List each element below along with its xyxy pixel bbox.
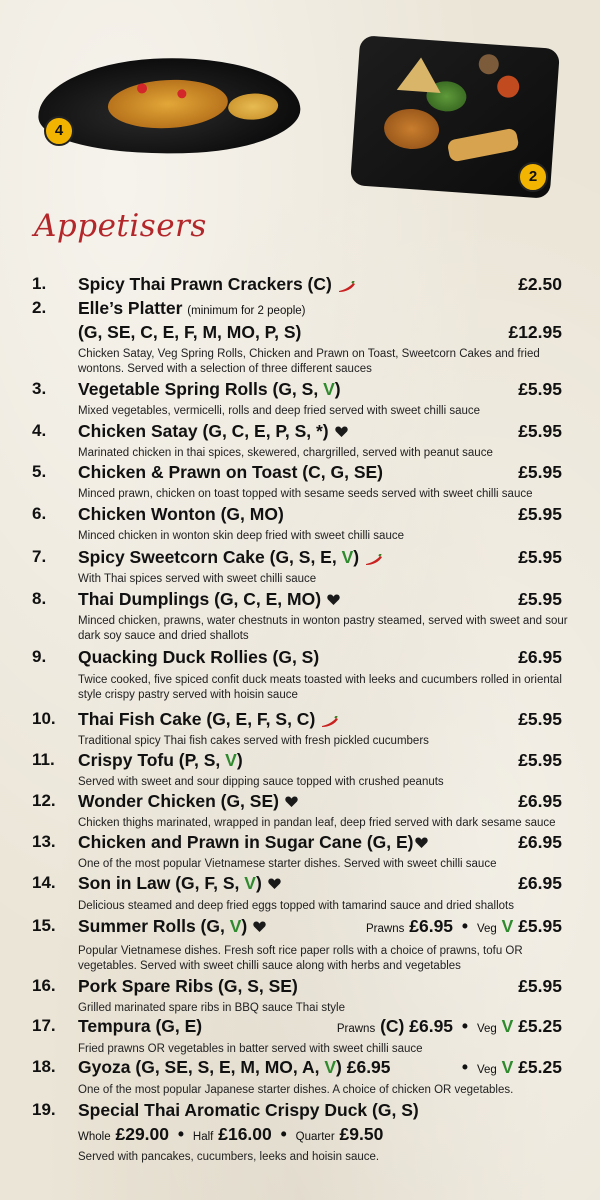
- chili-icon: [321, 716, 337, 725]
- item-description: Minced prawn, chicken on toast topped with sesame seeds served with sweet chilli sauce: [78, 488, 533, 500]
- heart-icon: [335, 422, 348, 443]
- item-name: Quacking Duck Rollies (G, S): [78, 647, 320, 667]
- item-price: £5.95: [518, 462, 562, 482]
- item-name: Thai Dumplings (G, C, E, MO): [78, 589, 340, 611]
- item-description: Mixed vegetables, vermicelli, rolls and deep fried served with sweet chilli sauce: [78, 405, 481, 417]
- item-description: One of the most popular Vietnamese starter dishes. Served with sweet chilli sauce: [78, 858, 497, 870]
- item-allergens: (G, SE, C, E, F, M, MO, P, S): [78, 322, 302, 342]
- item-name: Chicken Wonton (G, MO): [78, 504, 284, 524]
- item-description: Served with sweet and sour dipping sauce topped with crushed peanuts: [78, 776, 444, 788]
- item-name: Chicken Satay (G, C, E, P, S, *): [78, 421, 348, 443]
- item-price: £6.95: [518, 873, 562, 893]
- item-name: Pork Spare Ribs (G, S, SE): [78, 976, 298, 996]
- item-name: Spicy Sweetcorn Cake (G, S, E, V): [78, 547, 381, 568]
- item-name: Tempura (G, E): [78, 1016, 203, 1036]
- item-price: £6.95: [518, 647, 562, 667]
- item-name: Son in Law (G, F, S, V): [78, 873, 281, 895]
- vegetarian-mark: V: [244, 873, 256, 893]
- vegetarian-mark: V: [323, 379, 335, 399]
- heart-icon: [268, 874, 281, 895]
- item-description: Minced chicken, prawns, water chestnuts in wonton pastry steamed, served with sweet and sour dark soy sauce and dried shallots: [78, 615, 568, 642]
- item-number: 7.: [32, 547, 47, 566]
- item-number: 3.: [32, 379, 47, 398]
- item-number: 15.: [32, 916, 56, 935]
- item-number: 1.: [32, 274, 47, 293]
- item-number: 12.: [32, 791, 56, 810]
- item-description: Twice cooked, five spiced confit duck meats toasted with leeks and cucumbers rolled in oriental style crispy pastry served with hoisin sauce: [78, 674, 562, 701]
- item-number: 8.: [32, 589, 47, 608]
- item-number: 16.: [32, 976, 56, 995]
- photo-number-badge: 2: [518, 162, 548, 192]
- item-price: £12.95: [508, 322, 562, 342]
- item-number: 13.: [32, 832, 56, 851]
- item-description: Served with pancakes, cucumbers, leeks and hoisin sauce.: [78, 1151, 380, 1163]
- item-price: £6.95: [518, 791, 562, 811]
- item-description: One of the most popular Japanese starter dishes. A choice of chicken OR vegetables.: [78, 1084, 514, 1096]
- item-number: 10.: [32, 709, 56, 728]
- heart-icon: [253, 917, 266, 938]
- item-price: £5.95: [518, 709, 562, 729]
- item-name: Thai Fish Cake (G, E, F, S, C): [78, 709, 337, 730]
- item-name: Elle’s Platter (minimum for 2 people): [78, 298, 306, 318]
- item-name: Crispy Tofu (P, S, V): [78, 750, 243, 770]
- item-name: Spicy Thai Prawn Crackers (C): [78, 274, 354, 295]
- item-number: 4.: [32, 421, 47, 440]
- item-number: 14.: [32, 873, 56, 892]
- item-price-options: Prawns £6.95 • Veg V £5.95: [366, 916, 562, 936]
- chili-icon: [365, 554, 381, 563]
- section-heading: Appetisers: [34, 208, 207, 244]
- item-price: £5.95: [518, 750, 562, 770]
- item-price: £5.95: [518, 547, 562, 567]
- item-number: 11.: [32, 750, 55, 769]
- vegetarian-mark: V: [225, 750, 237, 770]
- item-note: (minimum for 2 people): [187, 305, 306, 317]
- vegetarian-mark: V: [229, 916, 242, 936]
- heart-icon: [415, 833, 428, 854]
- item-name: Vegetable Spring Rolls (G, S, V): [78, 379, 341, 399]
- item-description: Popular Vietnamese dishes. Fresh soft rice paper rolls with a choice of prawns, tofu OR vegetables. Served with sweet chilli sauce along with herbs and vegetables: [78, 945, 523, 972]
- item-description: Delicious steamed and deep fried eggs topped with tamarind sauce and dried shallots: [78, 900, 514, 912]
- photo-number-badge: 4: [44, 116, 74, 146]
- item-number: 9.: [32, 647, 47, 666]
- heart-icon: [327, 590, 340, 611]
- item-price: £2.50: [518, 274, 562, 294]
- item-number: 2.: [32, 298, 47, 317]
- item-price-options: Prawns (C) £6.95 • Veg V £5.25: [336, 1016, 562, 1036]
- item-price: £6.95: [518, 832, 562, 852]
- item-description: Grilled marinated spare ribs in BBQ sauce Thai style: [78, 1002, 345, 1014]
- item-price: £5.95: [518, 379, 562, 399]
- item-description: Minced chicken in wonton skin deep fried with sweet chilli sauce: [78, 530, 404, 542]
- item-number: 18.: [32, 1057, 56, 1076]
- vegetarian-mark: V: [324, 1057, 337, 1077]
- item-description: Marinated chicken in thai spices, skewered, chargrilled, served with peanut sauce: [78, 447, 493, 459]
- item-name: Chicken and Prawn in Sugar Cane (G, E): [78, 832, 428, 854]
- item-price: £5.95: [518, 421, 562, 441]
- item-number: 17.: [32, 1016, 56, 1035]
- item-name: Gyoza (G, SE, S, E, M, MO, A, V) £6.95: [78, 1057, 391, 1077]
- item-number: 6.: [32, 504, 47, 523]
- chili-icon: [338, 281, 354, 290]
- item-name: Special Thai Aromatic Crispy Duck (G, S): [78, 1100, 419, 1120]
- item-price: £5.95: [518, 589, 562, 609]
- item-description: With Thai spices served with sweet chilli sauce: [78, 573, 317, 585]
- item-name: Summer Rolls (G, V): [78, 916, 266, 938]
- item-name: Chicken & Prawn on Toast (C, G, SE): [78, 462, 383, 482]
- item-description: Fried prawns OR vegetables in batter served with sweet chilli sauce: [78, 1043, 423, 1055]
- item-number: 19.: [32, 1100, 56, 1119]
- heart-icon: [285, 792, 298, 813]
- item-price-options: • Veg V £5.25: [461, 1057, 562, 1077]
- item-description: Chicken thighs marinated, wrapped in pandan leaf, deep fried served with dark sesame sauce: [78, 817, 556, 829]
- item-price: £5.95: [518, 976, 562, 996]
- item-description: Traditional spicy Thai fish cakes served with fresh pickled cucumbers: [78, 735, 429, 747]
- item-description: Chicken Satay, Veg Spring Rolls, Chicken and Prawn on Toast, Sweetcorn Cakes and fried wontons. Served with a selection of three different sauces: [78, 348, 540, 375]
- item-number: 5.: [32, 462, 47, 481]
- item-price: £5.95: [518, 504, 562, 524]
- item-name: Wonder Chicken (G, SE): [78, 791, 298, 813]
- vegetarian-mark: V: [341, 547, 354, 567]
